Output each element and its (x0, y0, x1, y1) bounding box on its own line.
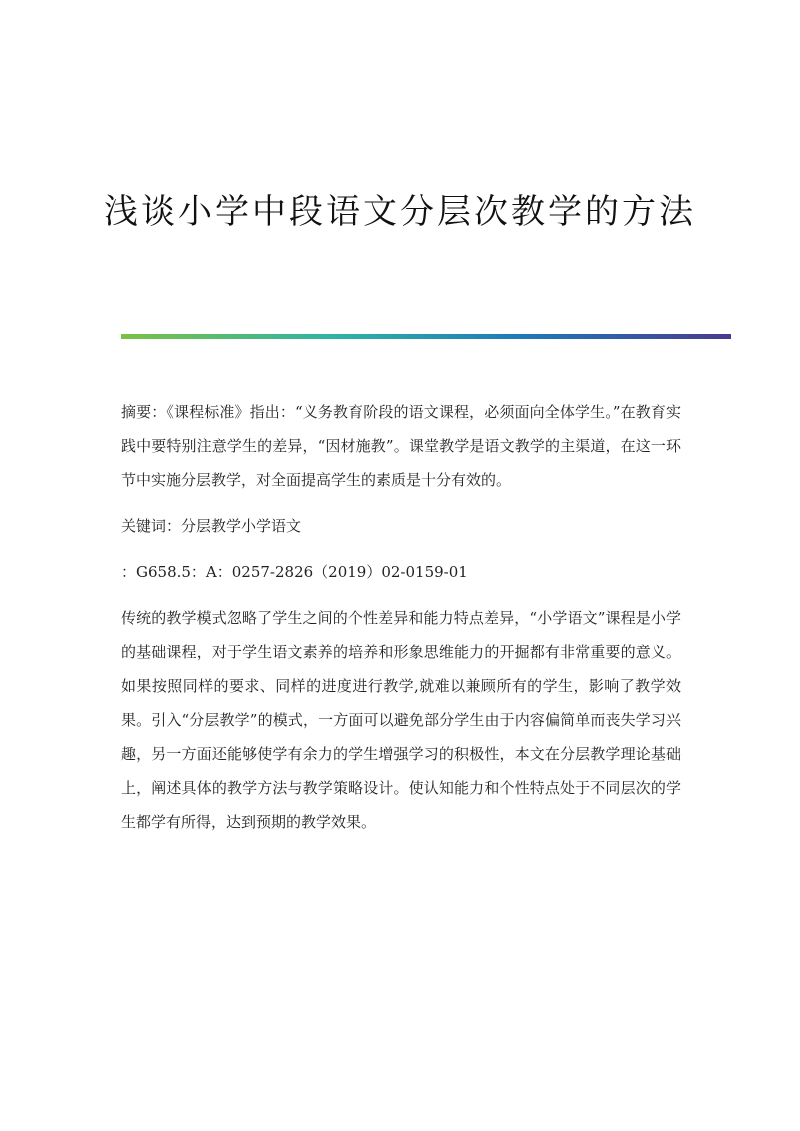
body-paragraph: 传统的教学模式忽略了学生之间的个性差异和能力特点差异，“小学语文”课程是小学的基础课程，对于学生语文素养的培养和形象思维能力的开掘都有非常重要的意义。如果按照同样的要求、同样的进度进行教学,就难以兼顾所有的学生，影响了教学效果。引入“分层教学”的模式，一方面可以避免部分学生由于内容偏简单而丧失学习兴趣，另一方面还能够使学有余力的学生增强学习的积极性，本文在分层教学理论基础上，阐述具体的教学方法与教学策略设计。使认知能力和个性特点处于不同层次的学生都学有所得，达到预期的教学效果。 (121, 609, 681, 831)
abstract-paragraph: 摘要：《课程标准》指出：“义务教育阶段的语文课程，必须面向全体学生。”在教育实践中要特别注意学生的差异，“因材施教”。课堂教学是语文教学的主渠道，在这一环节中实施分层教学，对全面提高学生的素质是十分有效的。 (121, 403, 681, 489)
title-divider (121, 334, 731, 339)
document-body (121, 395, 681, 851)
keywords-line: 关键词：分层教学小学语文 (121, 517, 302, 535)
document-title: 浅谈小学中段语文分层次教学的方法 (104, 192, 696, 232)
classification-line: ：G658.5：A：0257-2826（2019）02-0159-01 (121, 563, 468, 581)
